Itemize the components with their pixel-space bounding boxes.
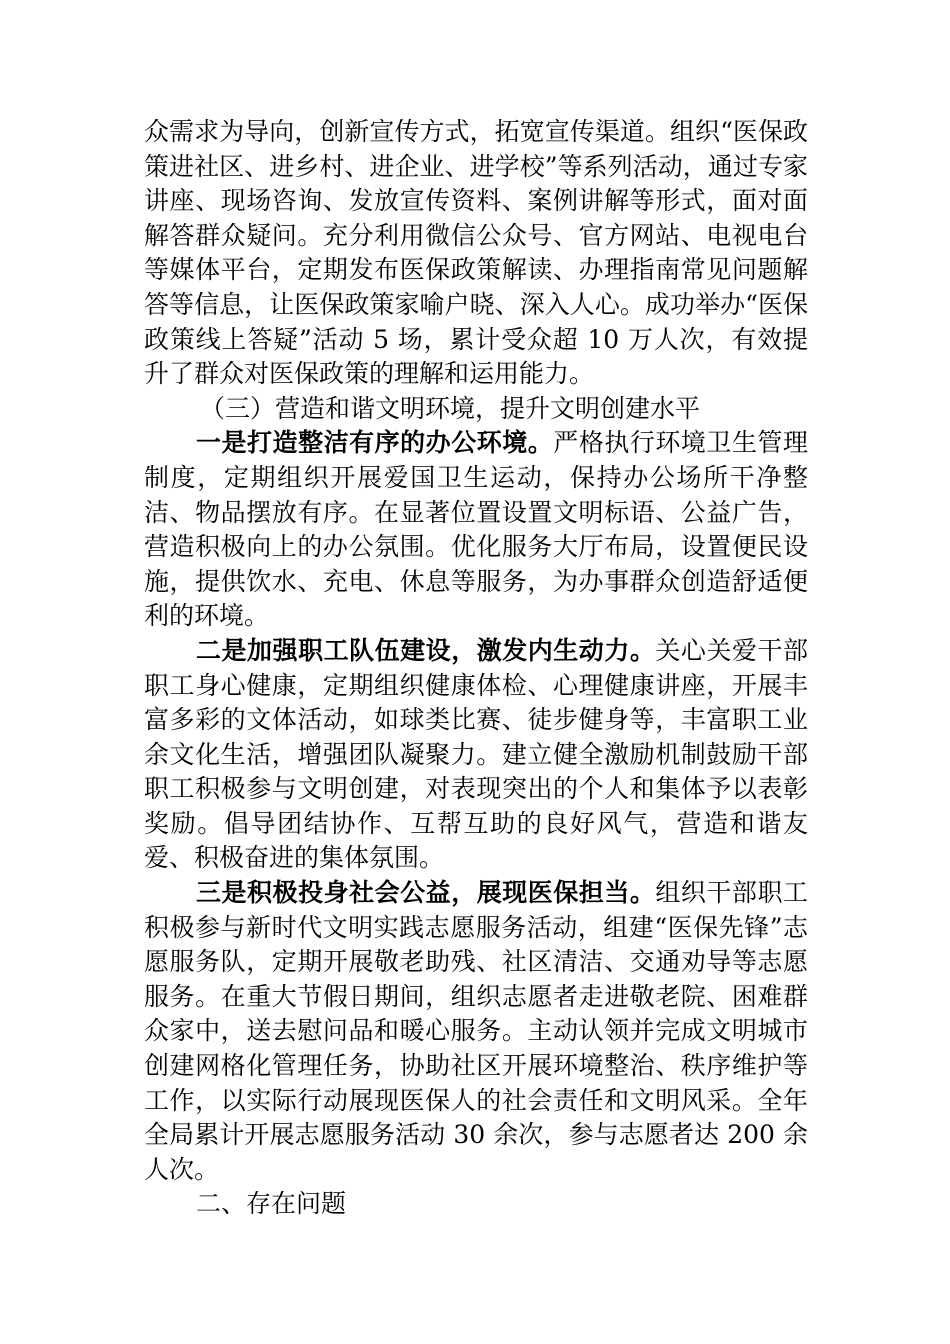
body-paragraph-continued: 众需求为导向，创新宣传方式，拓宽宣传渠道。组织“医保政策进社区、进乡村、进企业、进学校”等系列活动，通过专家讲座、现场咨询、发放宣传资料、案例讲解等形式，面对面解答群众疑问。充分利用微信公众号、官方网站、电视电台等媒体平台，定期发布医保政策解读、办理指南常见问题解答等信息，让医保政策家喻户晓、深入人心。成功举办“医保政策线上答疑”活动 5 场，累计受众超 10 万人次，有效提升了群众对医保政策的理解和运用能力。 [144,117,808,389]
chapter-heading-2: 二、存在问题 [196,1189,347,1219]
list-item-2 [144,634,808,876]
list-item-3-lead: 三是积极投身社会公益，展现医保担当。 [196,878,656,908]
list-item-1 [144,426,808,634]
list-item-1-text: 严格执行环境卫生管理制度，定期组织开展爱国卫生运动，保持办公场所干净整洁、物品摆放有序。在显著位置设置文明标语、公益广告，营造积极向上的办公氛围。优化服务大厅布局，设置便民设施，提供饮水、充电、休息等服务，为办事群众创造舒适便利的环境。 [144,428,808,631]
list-item-3-text: 组织干部职工积极参与新时代文明实践志愿服务活动，组建“医保先锋”志愿服务队，定期开展敬老助残、社区清洁、交通劝导等志愿服务。在重大节假日期间，组织志愿者走进敬老院、困难群众家中，送去慰问品和暖心服务。主动认领并完成文明城市创建网格化管理任务，协助社区开展环境整治、秩序维护等工作，以实际行动展现医保人的社会责任和文明风采。全年全局累计开展志愿服务活动 30 余次，参与志愿者达 200 余人次。 [144,878,808,1184]
list-item-3 [144,876,808,1187]
list-item-1-lead: 一是打造整洁有序的办公环境。 [196,428,554,458]
section-heading-3: （三）营造和谐文明环境，提升文明创建水平 [200,393,701,423]
list-item-2-lead: 二是加强职工队伍建设，激发内生动力。 [196,635,656,665]
document-body [144,115,808,1222]
list-item-2-text: 关心关爱干部职工身心健康，定期组织健康体检、心理健康讲座，开展丰富多彩的文体活动，如球类比赛、徒步健身等，丰富职工业余文化生活，增强团队凝聚力。建立健全激励机制鼓励干部职工积极参与文明创建，对表现突出的个人和集体予以表彰奖励。倡导团结协作、互帮互助的良好风气，营造和谐友爱、积极奋进的集体氛围。 [144,635,808,873]
